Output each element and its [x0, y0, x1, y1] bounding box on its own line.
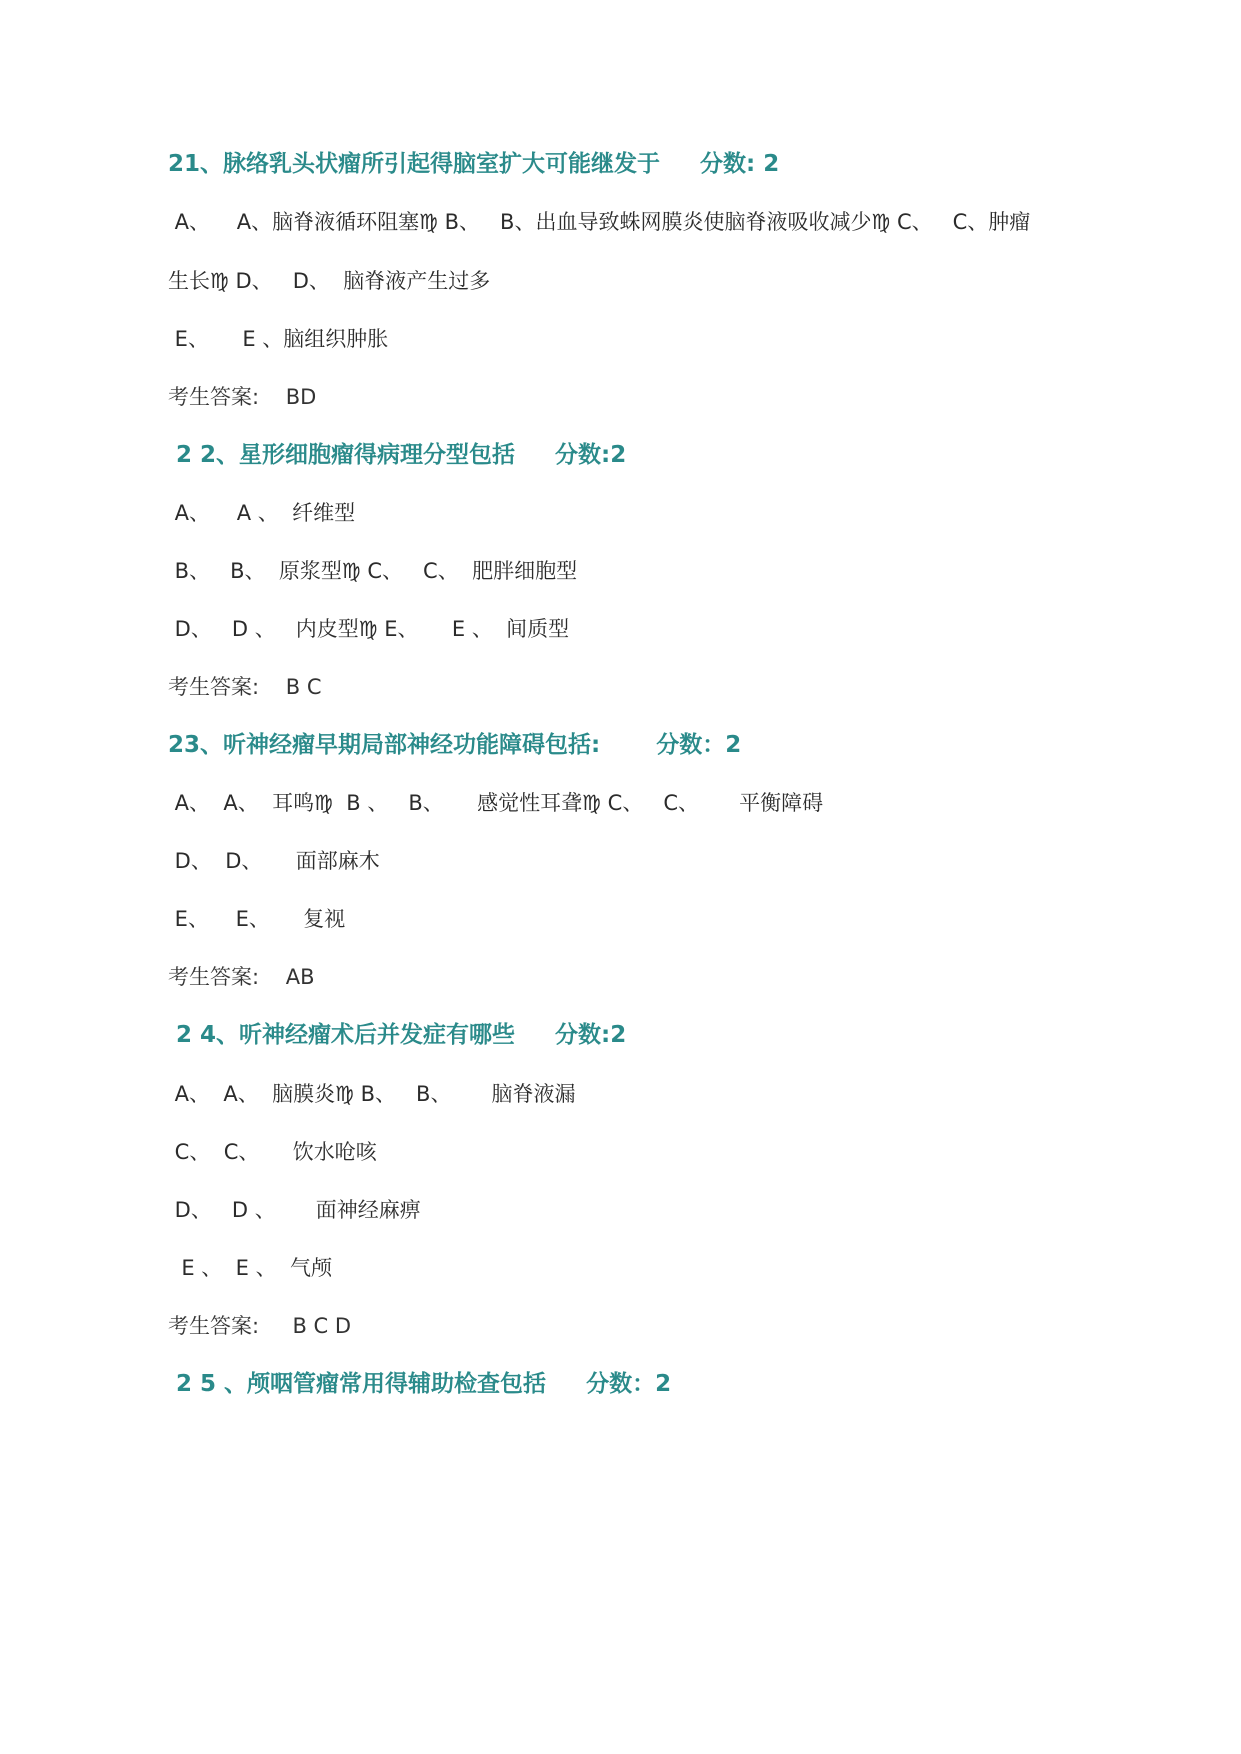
question-22-options-line-3: D、 D 、 内皮型♍ E、 E 、 间质型 [168, 617, 570, 641]
question-23-options-line-1: A、 A、 耳鸣♍ B 、 B、 感觉性耳聋♍ C、 C、 平衡障碍 [168, 791, 824, 815]
question-21-options-line-2: 生长♍ D、 D、 脑脊液产生过多 [168, 269, 491, 293]
question-24-answer: 考生答案: B C D [168, 1314, 352, 1338]
question-23-options-line-3: E、 E、 复视 [168, 907, 346, 931]
question-21-options-line-3: E、 E 、脑组织肿胀 [168, 327, 389, 351]
question-23-title: 23、听神经瘤早期局部神经功能障碍包括: 分数：2 [168, 732, 742, 758]
question-21-title: 21、脉络乳头状瘤所引起得脑室扩大可能继发于 分数: 2 [168, 151, 780, 177]
question-25-title: 2 5 、颅咽管瘤常用得辅助检查包括 分数：2 [168, 1371, 672, 1397]
question-23-options-line-2: D、 D、 面部麻木 [168, 849, 380, 873]
question-22-title: 2 2、星形细胞瘤得病理分型包括 分数:2 [168, 442, 627, 468]
question-22-options-line-1: A、 A 、 纤维型 [168, 501, 356, 525]
question-24-options-line-4: E 、 E 、 气颅 [168, 1256, 332, 1280]
question-24-options-line-2: C、 C、 饮水呛咳 [168, 1140, 377, 1164]
question-23-answer: 考生答案: AB [168, 965, 315, 989]
question-22-options-line-2: B、 B、 原浆型♍ C、 C、 肥胖细胞型 [168, 559, 578, 583]
question-21-options-line-1: A、 A、脑脊液循环阻塞♍ B、 B、出血导致蛛网膜炎使脑脊液吸收减少♍ C、 C、肿瘤 [168, 210, 1031, 234]
question-24-title: 2 4、听神经瘤术后并发症有哪些 分数:2 [168, 1022, 627, 1048]
question-24-options-line-3: D、 D 、 面神经麻痹 [168, 1198, 421, 1222]
question-21-answer: 考生答案: BD [168, 385, 317, 409]
question-22-answer: 考生答案: B C [168, 675, 322, 699]
question-24-options-line-1: A、 A、 脑膜炎♍ B、 B、 脑脊液漏 [168, 1082, 576, 1106]
